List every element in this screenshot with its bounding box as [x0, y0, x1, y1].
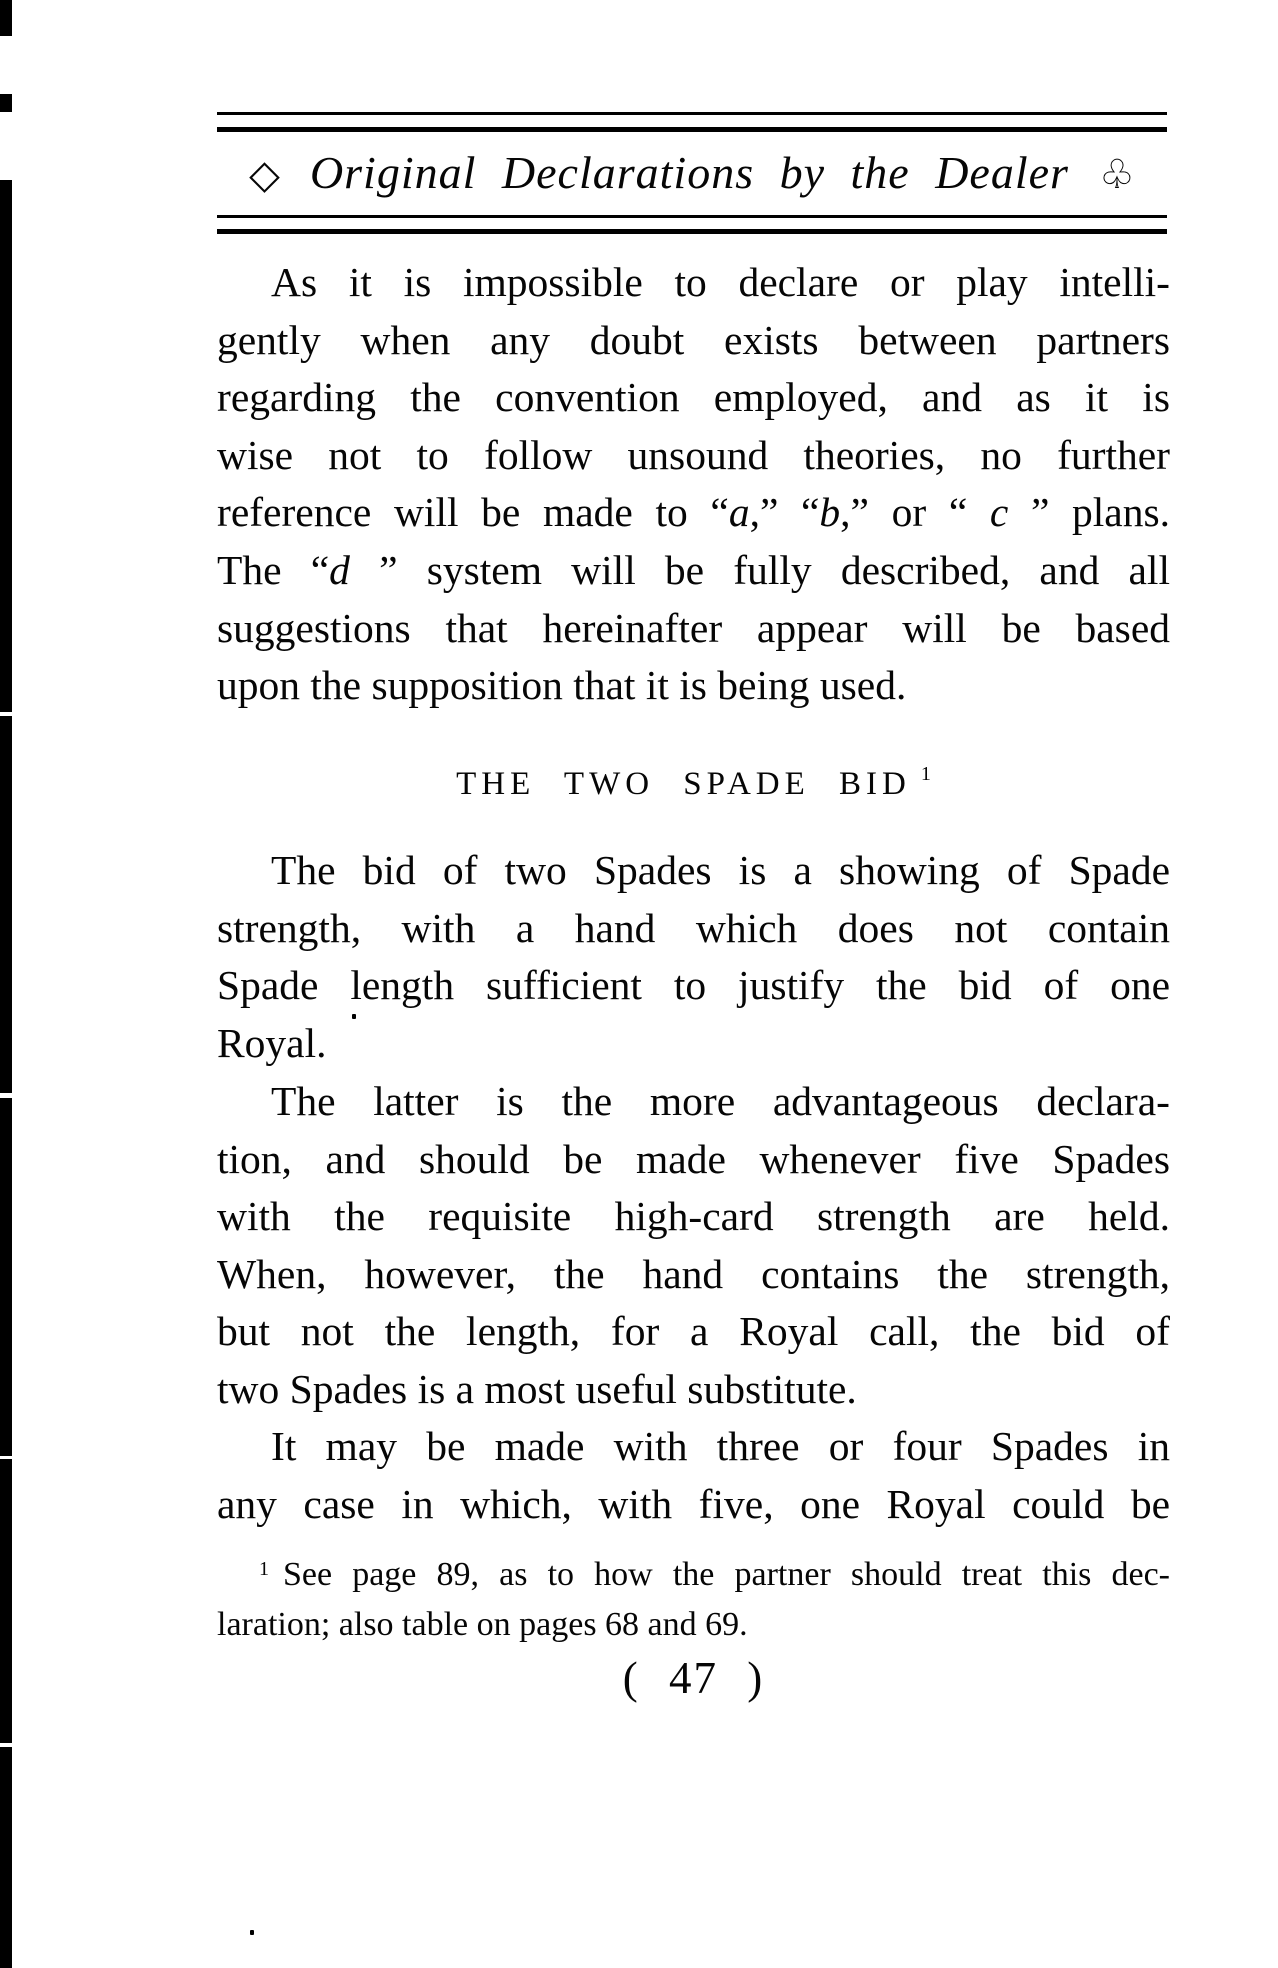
text-line: any case in which, with five, one Royal could be	[217, 1480, 1170, 1527]
footnote-line: laration; also table on pages 68 and 69.	[217, 1606, 748, 1643]
text-column	[217, 0, 1170, 1968]
text-line: but not the length, for a Royal call, the bid of	[217, 1308, 1170, 1355]
page-number: ( 47 )	[622, 1653, 765, 1703]
scan-gutter-gap	[0, 1093, 12, 1098]
scan-gutter-gap	[0, 712, 12, 716]
text-line: suggestions that hereinafter appear will be based	[217, 604, 1170, 651]
scan-gutter-bar	[0, 0, 12, 1968]
club-suit-icon: ♧	[1098, 151, 1135, 198]
text-line: wise not to follow unsound theories, no further	[217, 431, 1170, 478]
paragraph	[217, 254, 1170, 715]
text-line: upon the supposition that it is being used.	[217, 662, 907, 709]
footnote-text: See page 89, as to how the partner should treat this dec-	[283, 1556, 1170, 1593]
text-line: The bid of two Spades is a showing of Spade	[271, 847, 1170, 893]
text-line: reference will be made to “a,” “b,” or “ c ” plans.	[217, 489, 1170, 536]
header-rule-top-thin	[217, 112, 1167, 115]
footnote	[217, 1542, 1170, 1652]
text-line: tion, and should be made whenever five Spades	[217, 1135, 1170, 1182]
footnote-line	[217, 1542, 1170, 1597]
text-line: The latter is the more advantageous declara-	[271, 1078, 1170, 1124]
section-heading	[217, 763, 1170, 803]
section-heading-text: THE TWO SPADE BID	[456, 766, 911, 802]
text-line: Spade length sufficient to justify the bid of one	[217, 962, 1170, 1009]
footnote-reference: 1	[920, 763, 931, 785]
header-rule-top-thick	[217, 127, 1167, 132]
diamond-suit-icon: ◇	[249, 151, 280, 198]
text-line: strength, with a hand which does not contain	[217, 904, 1170, 951]
header-rule-bottom-thick	[217, 229, 1167, 234]
text-line: It may be made with three or four Spades in	[271, 1423, 1170, 1469]
text-line: with the requisite high-card strength are held.	[217, 1193, 1170, 1240]
paragraph	[217, 1073, 1170, 1419]
text-line: As it is impossible to declare or play intelli-	[271, 259, 1170, 305]
text-line: When, however, the hand contains the strength,	[217, 1250, 1170, 1297]
text-line: The “d ” system will be fully described, and all	[217, 546, 1170, 593]
footnote-marker: 1	[259, 1558, 269, 1580]
text-line: gently when any doubt exists between partners	[217, 316, 1170, 363]
scan-gutter-gap	[0, 36, 12, 94]
paragraph	[217, 842, 1170, 1072]
running-header-title: Original Declarations by the Dealer	[309, 147, 1069, 198]
text-line: regarding the convention employed, and as it is	[217, 374, 1170, 421]
scan-gutter-gap	[0, 112, 12, 180]
text-line: two Spades is a most useful substitute.	[217, 1365, 857, 1412]
scan-gutter-gap	[0, 1456, 12, 1459]
paragraph	[217, 1418, 1170, 1533]
text-line: Royal.	[217, 1019, 327, 1066]
header-rule-bottom-thin	[217, 215, 1167, 218]
running-header	[217, 146, 1167, 199]
scan-gutter-gap	[0, 1743, 12, 1747]
